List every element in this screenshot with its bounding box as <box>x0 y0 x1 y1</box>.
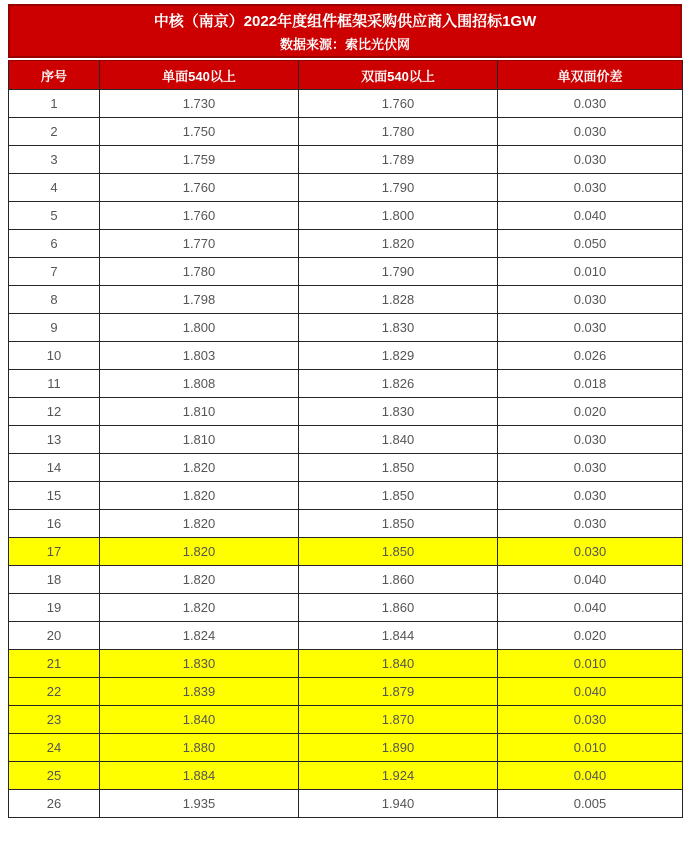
cell-bifacial-price: 1.830 <box>299 314 498 342</box>
table-row <box>9 426 683 454</box>
table-row <box>9 230 683 258</box>
table-row <box>9 174 683 202</box>
cell-bifacial-price: 1.830 <box>299 398 498 426</box>
cell-monofacial-price: 1.798 <box>100 286 299 314</box>
cell-monofacial-price: 1.820 <box>100 482 299 510</box>
cell-bifacial-price: 1.790 <box>299 258 498 286</box>
table-row <box>9 146 683 174</box>
cell-index: 7 <box>9 258 100 286</box>
cell-bifacial-price: 1.840 <box>299 650 498 678</box>
cell-monofacial-price: 1.780 <box>100 258 299 286</box>
column-header-bifacial: 双面540以上 <box>299 61 498 90</box>
column-header-index: 序号 <box>9 61 100 90</box>
cell-monofacial-price: 1.935 <box>100 790 299 818</box>
cell-bifacial-price: 1.860 <box>299 594 498 622</box>
cell-index: 26 <box>9 790 100 818</box>
cell-index: 23 <box>9 706 100 734</box>
cell-monofacial-price: 1.810 <box>100 426 299 454</box>
table-row <box>9 482 683 510</box>
table-body <box>9 90 683 818</box>
cell-index: 15 <box>9 482 100 510</box>
table-row <box>9 594 683 622</box>
cell-price-diff: 0.030 <box>498 90 683 118</box>
cell-monofacial-price: 1.770 <box>100 230 299 258</box>
cell-index: 8 <box>9 286 100 314</box>
cell-price-diff: 0.030 <box>498 482 683 510</box>
cell-bifacial-price: 1.850 <box>299 538 498 566</box>
table-row <box>9 342 683 370</box>
cell-bifacial-price: 1.828 <box>299 286 498 314</box>
cell-monofacial-price: 1.820 <box>100 566 299 594</box>
cell-price-diff: 0.010 <box>498 650 683 678</box>
table-row <box>9 650 683 678</box>
cell-bifacial-price: 1.870 <box>299 706 498 734</box>
cell-monofacial-price: 1.759 <box>100 146 299 174</box>
cell-index: 3 <box>9 146 100 174</box>
cell-bifacial-price: 1.850 <box>299 510 498 538</box>
cell-index: 11 <box>9 370 100 398</box>
table-row <box>9 734 683 762</box>
cell-bifacial-price: 1.879 <box>299 678 498 706</box>
cell-price-diff: 0.010 <box>498 258 683 286</box>
cell-price-diff: 0.040 <box>498 762 683 790</box>
table-row <box>9 118 683 146</box>
cell-price-diff: 0.040 <box>498 202 683 230</box>
column-header-price-diff: 单双面价差 <box>498 61 683 90</box>
cell-price-diff: 0.018 <box>498 370 683 398</box>
cell-price-diff: 0.020 <box>498 398 683 426</box>
cell-bifacial-price: 1.850 <box>299 482 498 510</box>
cell-price-diff: 0.030 <box>498 174 683 202</box>
cell-bifacial-price: 1.840 <box>299 426 498 454</box>
cell-monofacial-price: 1.810 <box>100 398 299 426</box>
cell-index: 21 <box>9 650 100 678</box>
cell-monofacial-price: 1.820 <box>100 538 299 566</box>
cell-index: 18 <box>9 566 100 594</box>
cell-index: 24 <box>9 734 100 762</box>
table-row <box>9 314 683 342</box>
cell-index: 20 <box>9 622 100 650</box>
table-row <box>9 90 683 118</box>
table-row <box>9 538 683 566</box>
cell-monofacial-price: 1.760 <box>100 202 299 230</box>
table-row <box>9 790 683 818</box>
cell-price-diff: 0.030 <box>498 314 683 342</box>
cell-bifacial-price: 1.924 <box>299 762 498 790</box>
cell-index: 6 <box>9 230 100 258</box>
cell-index: 19 <box>9 594 100 622</box>
cell-index: 1 <box>9 90 100 118</box>
cell-bifacial-price: 1.760 <box>299 90 498 118</box>
cell-monofacial-price: 1.840 <box>100 706 299 734</box>
cell-index: 5 <box>9 202 100 230</box>
column-header-monofacial: 单面540以上 <box>100 61 299 90</box>
table-row <box>9 454 683 482</box>
cell-index: 12 <box>9 398 100 426</box>
cell-price-diff: 0.005 <box>498 790 683 818</box>
cell-monofacial-price: 1.800 <box>100 314 299 342</box>
table-row <box>9 678 683 706</box>
table-row <box>9 762 683 790</box>
cell-price-diff: 0.030 <box>498 426 683 454</box>
table-row <box>9 286 683 314</box>
cell-bifacial-price: 1.844 <box>299 622 498 650</box>
cell-index: 13 <box>9 426 100 454</box>
cell-index: 10 <box>9 342 100 370</box>
cell-bifacial-price: 1.850 <box>299 454 498 482</box>
cell-bifacial-price: 1.940 <box>299 790 498 818</box>
table-row <box>9 398 683 426</box>
cell-price-diff: 0.010 <box>498 734 683 762</box>
price-table <box>8 60 683 818</box>
table-row <box>9 706 683 734</box>
cell-monofacial-price: 1.820 <box>100 510 299 538</box>
cell-monofacial-price: 1.760 <box>100 174 299 202</box>
cell-price-diff: 0.030 <box>498 706 683 734</box>
cell-index: 2 <box>9 118 100 146</box>
cell-price-diff: 0.040 <box>498 566 683 594</box>
cell-price-diff: 0.030 <box>498 118 683 146</box>
cell-index: 25 <box>9 762 100 790</box>
table-row <box>9 566 683 594</box>
table-row <box>9 510 683 538</box>
cell-index: 17 <box>9 538 100 566</box>
cell-index: 22 <box>9 678 100 706</box>
table-row <box>9 202 683 230</box>
cell-monofacial-price: 1.839 <box>100 678 299 706</box>
cell-price-diff: 0.030 <box>498 538 683 566</box>
cell-monofacial-price: 1.830 <box>100 650 299 678</box>
data-source-label: 数据来源：索比光伏网 <box>279 36 410 52</box>
cell-price-diff: 0.040 <box>498 594 683 622</box>
cell-bifacial-price: 1.860 <box>299 566 498 594</box>
cell-monofacial-price: 1.803 <box>100 342 299 370</box>
cell-bifacial-price: 1.780 <box>299 118 498 146</box>
cell-bifacial-price: 1.790 <box>299 174 498 202</box>
cell-index: 9 <box>9 314 100 342</box>
cell-bifacial-price: 1.829 <box>299 342 498 370</box>
cell-price-diff: 0.026 <box>498 342 683 370</box>
cell-price-diff: 0.030 <box>498 454 683 482</box>
cell-price-diff: 0.030 <box>498 510 683 538</box>
cell-bifacial-price: 1.826 <box>299 370 498 398</box>
table-title-block <box>8 4 682 58</box>
cell-price-diff: 0.050 <box>498 230 683 258</box>
cell-index: 4 <box>9 174 100 202</box>
cell-index: 16 <box>9 510 100 538</box>
cell-monofacial-price: 1.730 <box>100 90 299 118</box>
table-row <box>9 622 683 650</box>
cell-bifacial-price: 1.789 <box>299 146 498 174</box>
cell-monofacial-price: 1.750 <box>100 118 299 146</box>
cell-monofacial-price: 1.824 <box>100 622 299 650</box>
table-row <box>9 370 683 398</box>
cell-monofacial-price: 1.808 <box>100 370 299 398</box>
cell-monofacial-price: 1.884 <box>100 762 299 790</box>
table-row <box>9 258 683 286</box>
cell-price-diff: 0.040 <box>498 678 683 706</box>
table-header-row <box>9 61 683 90</box>
cell-bifacial-price: 1.890 <box>299 734 498 762</box>
cell-index: 14 <box>9 454 100 482</box>
cell-bifacial-price: 1.820 <box>299 230 498 258</box>
cell-price-diff: 0.030 <box>498 286 683 314</box>
cell-bifacial-price: 1.800 <box>299 202 498 230</box>
cell-monofacial-price: 1.820 <box>100 594 299 622</box>
cell-monofacial-price: 1.880 <box>100 734 299 762</box>
page-title: 中核（南京）2022年度组件框架采购供应商入围招标1GW <box>153 12 537 30</box>
cell-monofacial-price: 1.820 <box>100 454 299 482</box>
cell-price-diff: 0.020 <box>498 622 683 650</box>
cell-price-diff: 0.030 <box>498 146 683 174</box>
